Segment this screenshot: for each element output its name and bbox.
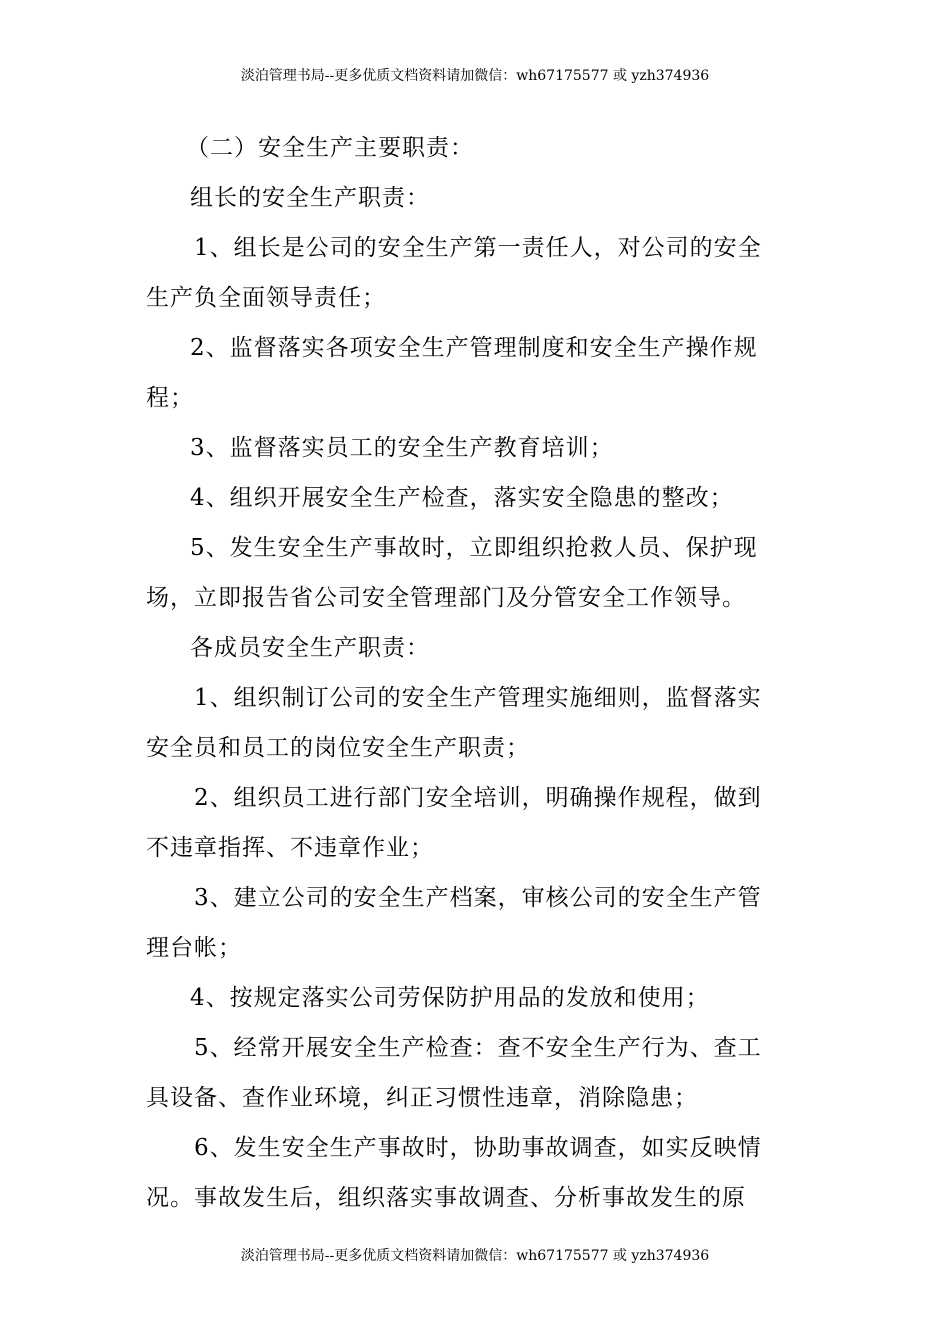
paragraph-line: 2、组织员工进行部门安全培训，明确操作规程，做到 [194,785,762,811]
paragraph-line: 程； [146,385,194,411]
paragraph-line: 不违章指挥、不违章作业； [146,835,434,861]
paragraph-line: 1、组织制订公司的安全生产管理实施细则，监督落实 [194,685,762,711]
paragraph-line: 6、发生安全生产事故时，协助事故调查，如实反映情 [194,1135,762,1161]
paragraph-line: 理台帐； [146,935,242,961]
section-heading: （二）安全生产主要职责： [186,135,474,161]
paragraph-line: 5、发生安全生产事故时，立即组织抢救人员、保护现 [190,535,758,561]
paragraph-line: 4、按规定落实公司劳保防护用品的发放和使用； [190,985,710,1011]
subheading-member-duties: 各成员安全生产职责： [190,635,430,661]
paragraph-line: 2、监督落实各项安全生产管理制度和安全生产操作规 [190,335,758,361]
paragraph-line: 5、经常开展安全生产检查：查不安全生产行为、查工 [194,1035,762,1061]
paragraph-line: 场，立即报告省公司安全管理部门及分管安全工作领导。 [146,585,746,611]
paragraph-line: 1、组长是公司的安全生产第一责任人，对公司的安全 [194,235,762,261]
paragraph-line: 况。事故发生后，组织落实事故调查、分析事故发生的原 [146,1185,746,1211]
subheading-leader-duties: 组长的安全生产职责： [190,185,430,211]
paragraph-line: 3、建立公司的安全生产档案，审核公司的安全生产管 [194,885,762,911]
paragraph-line: 4、组织开展安全生产检查，落实安全隐患的整改； [190,485,734,511]
paragraph-line: 具设备、查作业环境，纠正习惯性违章，消除隐患； [146,1085,698,1111]
paragraph-line: 安全员和员工的岗位安全生产职责； [146,735,530,761]
page-footer: 淡泊管理书局--更多优质文档资料请加微信：wh67175577 或 yzh374936 [240,1248,710,1264]
page-header: 淡泊管理书局--更多优质文档资料请加微信：wh67175577 或 yzh374936 [240,68,710,84]
paragraph-line: 3、监督落实员工的安全生产教育培训； [190,435,614,461]
paragraph-line: 生产负全面领导责任； [146,285,386,311]
